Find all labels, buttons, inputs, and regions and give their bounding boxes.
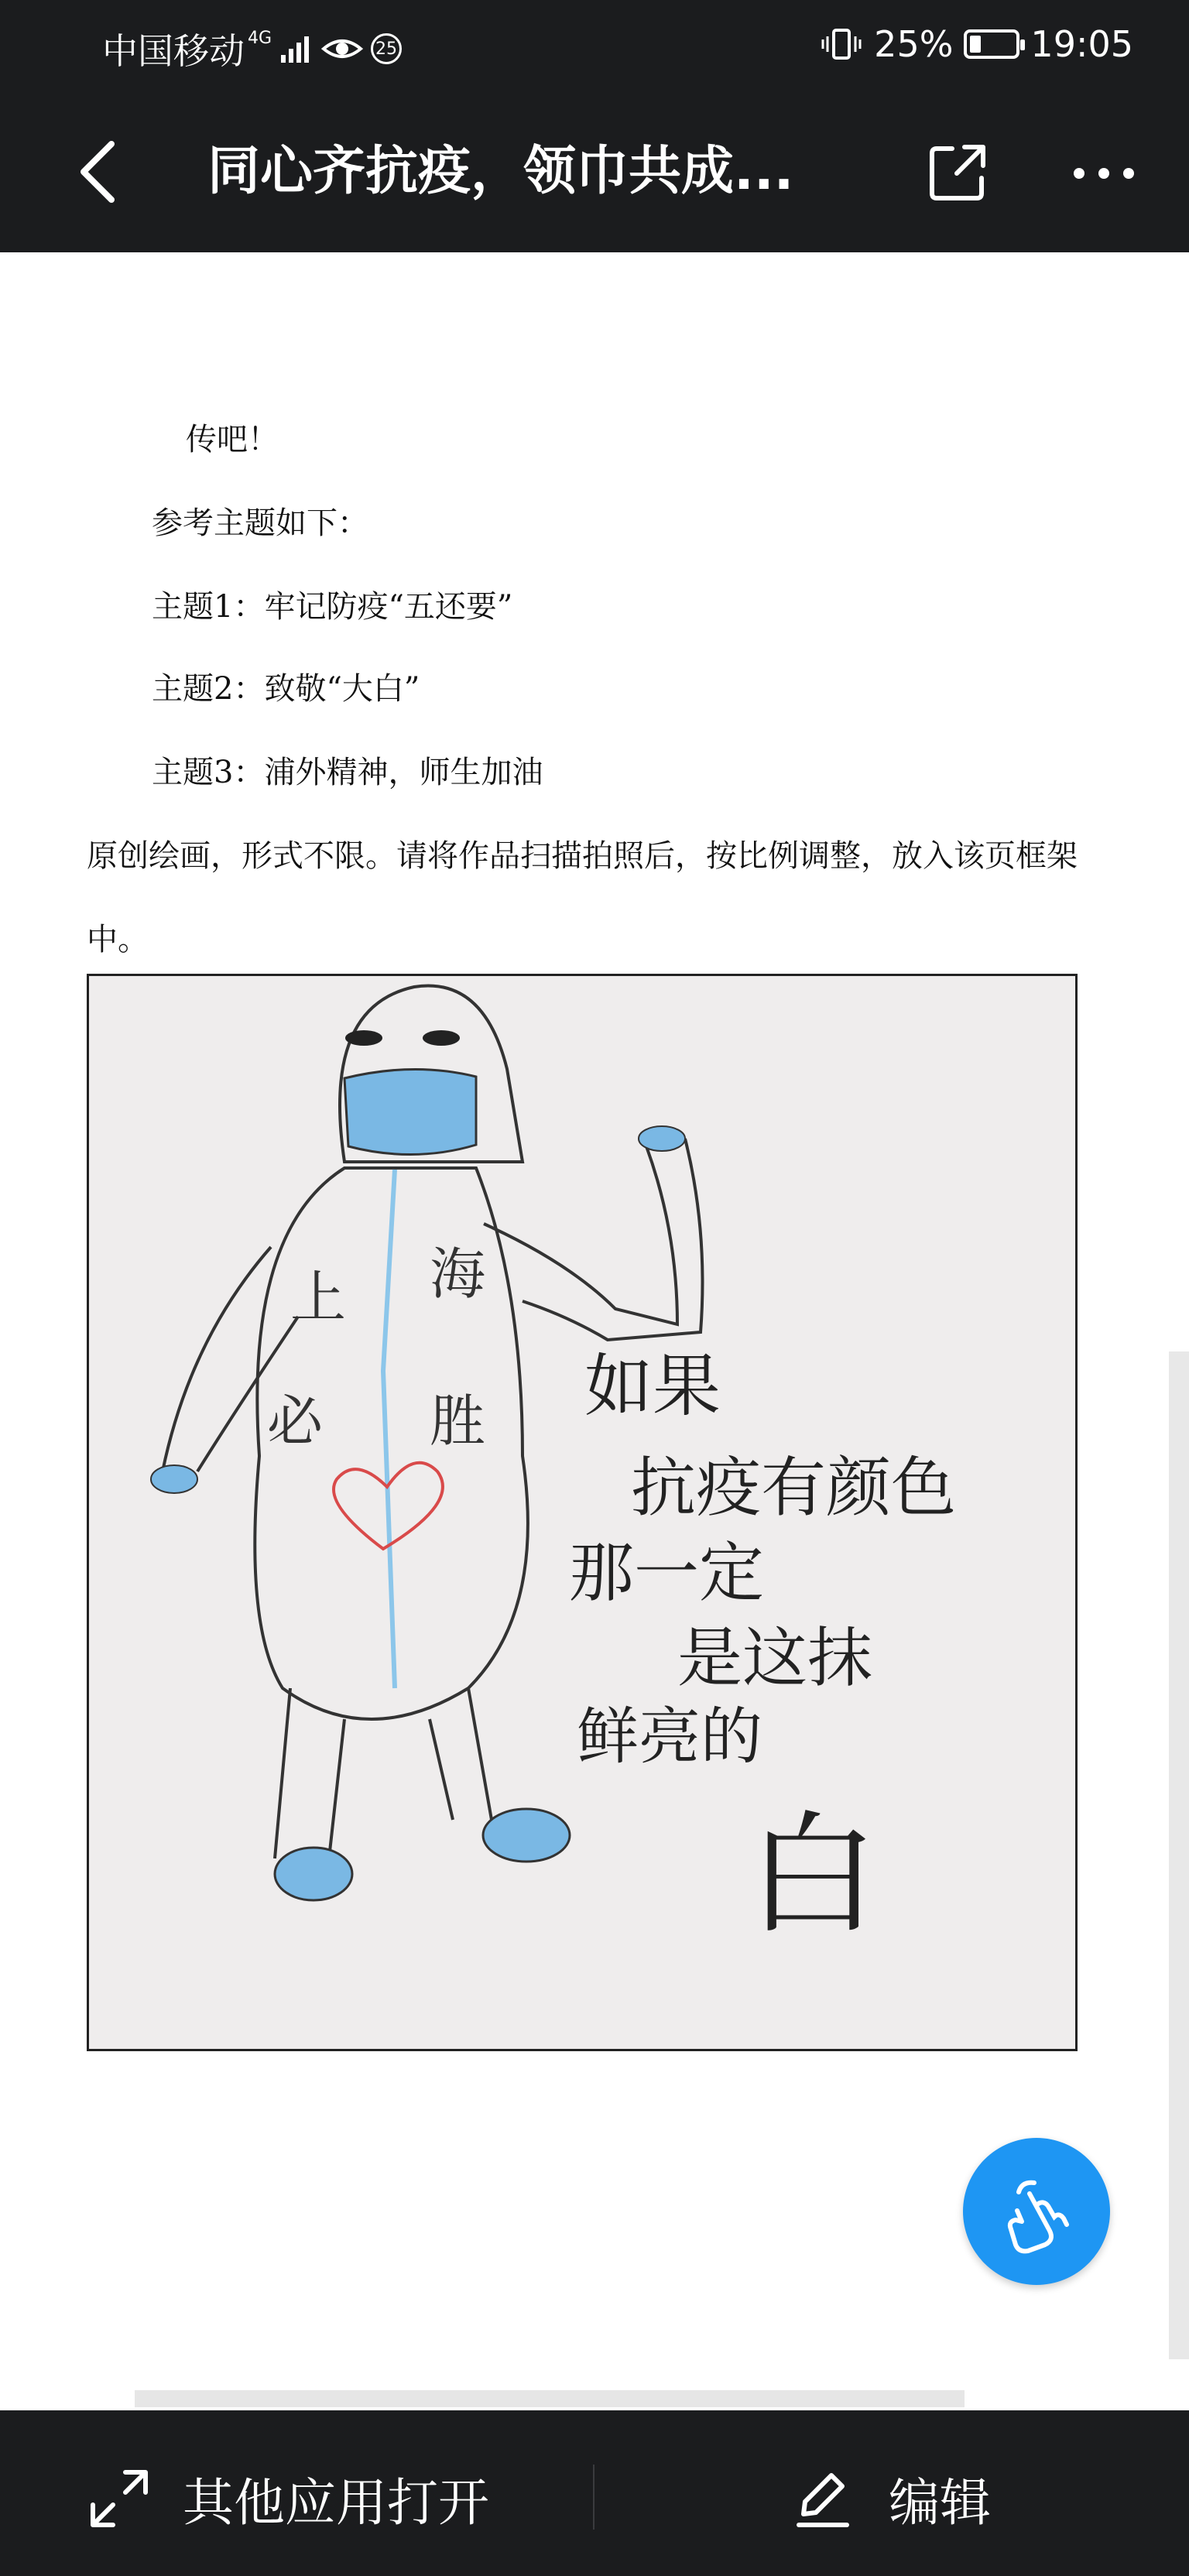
doc-line-1: 传吧！ bbox=[186, 422, 279, 457]
edit-label: 编辑 bbox=[889, 2473, 991, 2533]
more-options-icon[interactable] bbox=[1071, 141, 1136, 206]
status-right bbox=[820, 23, 1133, 65]
eye-icon bbox=[321, 33, 363, 64]
expand-icon bbox=[87, 2466, 152, 2531]
suit-text-1: 上 bbox=[290, 1265, 347, 1330]
clock: 19:05 bbox=[1030, 23, 1133, 65]
poem-line-3: 那一定 bbox=[569, 1535, 765, 1611]
edit-button[interactable] bbox=[793, 2461, 991, 2535]
open-with-other-app-button[interactable] bbox=[87, 2461, 489, 2535]
poem-line-6: 白 bbox=[747, 1799, 879, 1952]
pencil-icon bbox=[793, 2466, 851, 2531]
vibrate-icon bbox=[820, 27, 863, 61]
open-with-label: 其他应用打开 bbox=[183, 2473, 489, 2533]
battery-percent: 25% bbox=[874, 23, 954, 65]
suit-text-4: 胜 bbox=[430, 1389, 486, 1454]
tap-hand-icon bbox=[963, 2138, 1110, 2285]
artwork-frame[interactable] bbox=[87, 974, 1078, 2051]
share-icon[interactable] bbox=[926, 141, 989, 204]
doc-line-4: 主题2：致敬“大白” bbox=[152, 671, 420, 707]
suit-text-3: 必 bbox=[267, 1389, 324, 1454]
status-bar bbox=[0, 0, 1189, 91]
back-arrow-icon[interactable] bbox=[67, 138, 135, 206]
poem-line-1: 如果 bbox=[584, 1346, 721, 1426]
gesture-fab[interactable] bbox=[963, 2138, 1110, 2285]
carrier-name: 中国移动 bbox=[102, 30, 245, 72]
doc-line-2: 参考主题如下： bbox=[152, 505, 368, 541]
artwork-drawing bbox=[89, 976, 1075, 2049]
bottom-divider bbox=[593, 2465, 594, 2530]
app-bar bbox=[0, 91, 1189, 252]
suit-text-2: 海 bbox=[430, 1242, 486, 1307]
doc-line-7: 中。 bbox=[87, 922, 149, 957]
poem-line-4: 是这抹 bbox=[677, 1620, 873, 1696]
doc-line-3: 主题1：牢记防疫“五还要” bbox=[152, 589, 513, 625]
bottom-bar bbox=[0, 2410, 1189, 2576]
scrollbar[interactable] bbox=[1169, 1351, 1189, 2359]
doc-line-5: 主题3：浦外精神，师生加油 bbox=[152, 755, 543, 790]
mask bbox=[344, 1069, 476, 1154]
notification-badge: 25 bbox=[371, 33, 402, 64]
status-left bbox=[102, 23, 402, 74]
poem-line-2: 抗疫有颜色 bbox=[631, 1450, 957, 1526]
page-separator bbox=[135, 2390, 965, 2407]
signal-icon bbox=[279, 33, 314, 64]
battery-icon bbox=[964, 29, 1019, 59]
page-title: 同心齐抗疫，领巾共成... bbox=[207, 141, 794, 202]
network-type: 4G bbox=[248, 28, 272, 48]
doc-line-6: 原创绘画，形式不限。请将作品扫描拍照后，按比例调整，放入该页框架 bbox=[87, 838, 1078, 874]
poem-line-5: 鲜亮的 bbox=[577, 1701, 762, 1773]
